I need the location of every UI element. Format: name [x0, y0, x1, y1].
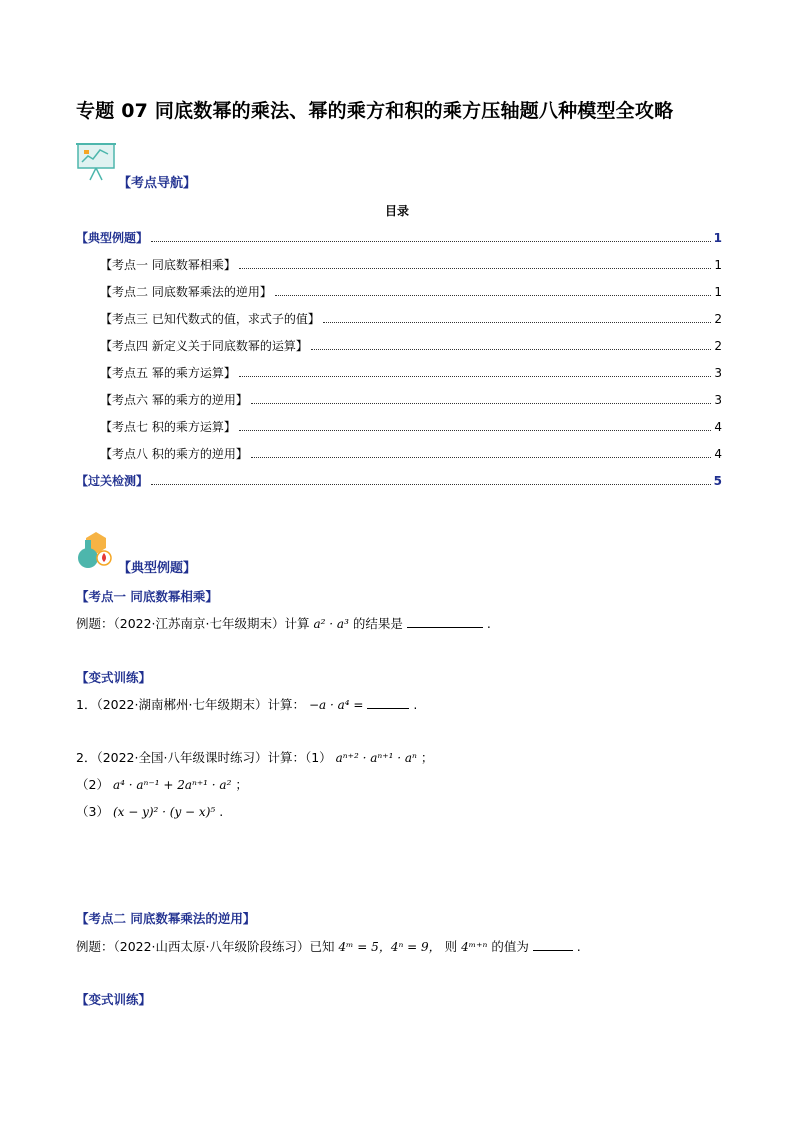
toc-item[interactable] [76, 418, 722, 434]
examples-header: 【典型例题】 [118, 561, 197, 576]
toc-item-label: 【考点二 同底数幂乘法的逆用】 [100, 285, 272, 299]
toc-item[interactable] [76, 472, 722, 488]
toc-leader-dots [151, 474, 711, 485]
kp2-variant-title: 【变式训练】 [76, 992, 152, 1007]
kp1-question-1: 1．（2022·湖南郴州·七年级期末）计算： −a · a⁴ = . [76, 697, 418, 712]
toc-item-label: 【典型例题】 [76, 231, 149, 245]
q2-math-2: a⁴ · aⁿ⁻¹ + 2aⁿ⁺¹ · a² [112, 778, 232, 792]
kp1-title: 【考点一 同底数幂相乘】 [76, 589, 218, 604]
q2-math-3: (x − y)² · (y − x)⁵ [112, 805, 216, 819]
toc-item[interactable] [76, 256, 722, 272]
kp1-question-2-part-3: （3） (x − y)² · (y − x)⁵ . [76, 804, 224, 819]
toc-leader-dots [251, 447, 712, 458]
toc-item-label: 【考点一 同底数幂相乘】 [100, 258, 236, 272]
kp1-example-suffix: 的结果是 [352, 616, 403, 631]
q2-math-1: aⁿ⁺² · aⁿ⁺¹ · aⁿ [335, 751, 417, 765]
toc-item-label: 【过关检测】 [76, 474, 149, 488]
toc-leader-dots [275, 285, 712, 296]
toc-leader-dots [323, 312, 712, 323]
answer-blank[interactable] [367, 696, 409, 709]
toc-item-page: 1 [713, 231, 722, 245]
table-of-contents [76, 229, 722, 499]
toc-leader-dots [239, 258, 712, 269]
toc-leader-dots [239, 366, 712, 377]
kp1-example: 例题：（2022·江苏南京·七年级期末）计算 a² · a³ 的结果是 . [76, 616, 491, 631]
toc-item-page: 1 [714, 258, 722, 272]
presentation-board-icon [74, 140, 118, 182]
toc-item[interactable] [76, 310, 722, 326]
kp1-question-2: 2．（2022·全国·八年级课时练习）计算：（1） aⁿ⁺² · aⁿ⁺¹ · aⁿ ； [76, 750, 434, 765]
toc-item-label: 【考点六 幂的乘方的逆用】 [100, 393, 248, 407]
toc-item-page: 1 [714, 285, 722, 299]
toc-item-label: 【考点五 幂的乘方运算】 [100, 366, 236, 380]
kp2-title: 【考点二 同底数幂乘法的逆用】 [76, 911, 256, 926]
toc-item-page: 3 [714, 393, 722, 407]
answer-blank[interactable] [407, 615, 483, 628]
toc-heading: 目录 [384, 204, 409, 218]
nav-header: 【考点导航】 [118, 176, 197, 191]
toc-item[interactable] [76, 229, 722, 245]
toc-leader-dots [239, 420, 712, 431]
toc-item-page: 5 [713, 474, 722, 488]
kp2-example-prefix: 例题：（2022·山西太原·八年级阶段练习）已知 [76, 939, 335, 954]
toc-item-page: 2 [714, 312, 722, 326]
toc-item-page: 4 [714, 420, 722, 434]
kp1-example-prefix: 例题：（2022·江苏南京·七年级期末）计算 [76, 616, 310, 631]
kp1-question-2-part-2: （2） a⁴ · aⁿ⁻¹ + 2aⁿ⁺¹ · a² ； [76, 777, 248, 792]
toc-item-label: 【考点八 积的乘方的逆用】 [100, 447, 248, 461]
toc-leader-dots [151, 231, 711, 242]
toc-item[interactable] [76, 283, 722, 299]
q1-math: −a · a⁴ = [308, 698, 364, 712]
toc-item-page: 3 [714, 366, 722, 380]
toc-item[interactable] [76, 364, 722, 380]
kp2-example-math: 4ᵐ = 5，4ⁿ = 9， [338, 940, 441, 954]
toc-item[interactable] [76, 337, 722, 353]
kp1-variant-title: 【变式训练】 [76, 670, 152, 685]
q1-prefix: 1．（2022·湖南郴州·七年级期末）计算： [76, 697, 305, 712]
page-title: 专题 07 同底数幂的乘法、幂的乘方和积的乘方压轴题八种模型全攻略 [76, 100, 674, 122]
toc-leader-dots [311, 339, 712, 350]
flask-icon [74, 530, 118, 570]
kp2-example-suffix: 的值为 [491, 939, 529, 954]
toc-item-label: 【考点三 已知代数式的值，求式子的值】 [100, 312, 320, 326]
toc-item-page: 4 [714, 447, 722, 461]
toc-item[interactable] [76, 445, 722, 461]
toc-leader-dots [251, 393, 712, 404]
kp2-example: 例题：（2022·山西太原·八年级阶段练习）已知 4ᵐ = 5，4ⁿ = 9， 则 4ᵐ⁺ⁿ 的值为 . [76, 939, 581, 954]
toc-item-label: 【考点七 积的乘方运算】 [100, 420, 236, 434]
kp2-example-math-2: 4ᵐ⁺ⁿ [461, 940, 488, 954]
answer-blank[interactable] [533, 938, 573, 951]
q2-prefix: 2．（2022·全国·八年级课时练习）计算：（1） [76, 750, 332, 765]
toc-item-page: 2 [714, 339, 722, 353]
toc-item-label: 【考点四 新定义关于同底数幂的运算】 [100, 339, 308, 353]
toc-item[interactable] [76, 391, 722, 407]
kp1-example-math: a² · a³ [313, 617, 349, 631]
